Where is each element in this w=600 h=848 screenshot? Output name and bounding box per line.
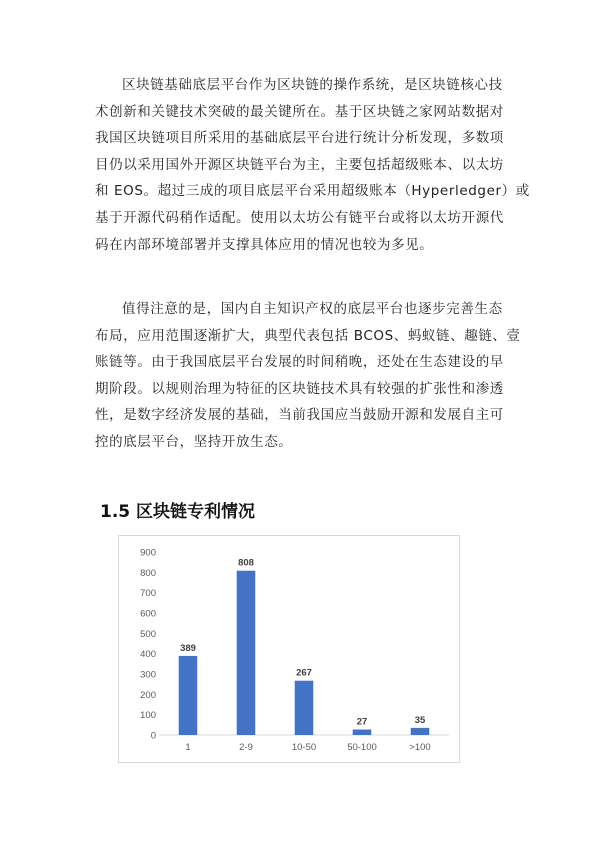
- paragraph-line: 和 EOS。超过三成的项目底层平台采用超级账本（Hyperledger）或: [95, 183, 530, 200]
- paragraph-line: 值得注意的是，国内自主知识产权的底层平台也逐步完善生态: [122, 301, 503, 317]
- y-tick-label: 900: [140, 547, 156, 559]
- bar: [353, 730, 372, 735]
- paragraph-line: 布局，应用范围逐渐扩大，典型代表包括 BCOS、蚂蚁链、趣链、壹: [95, 327, 521, 344]
- bar: [411, 728, 430, 735]
- x-tick-label: >100: [409, 742, 431, 753]
- y-tick-label: 200: [140, 689, 156, 701]
- y-tick-label: 800: [140, 567, 156, 579]
- x-tick-label: 50-100: [347, 742, 377, 753]
- y-tick-label: 100: [140, 710, 156, 722]
- bar: [179, 656, 198, 735]
- y-tick-label: 0: [150, 730, 156, 742]
- paragraph-line: 控的底层平台，坚持开放生态。: [95, 433, 293, 450]
- paragraph-domestic-platforms: [95, 296, 521, 456]
- chart-canvas: [119, 536, 459, 762]
- paragraph-line: 目仍以采用国外开源区块链平台为主，主要包括超级账本、以太坊: [95, 156, 504, 173]
- bar: [237, 571, 256, 735]
- data-label: 267: [296, 667, 312, 679]
- data-label: 27: [356, 716, 368, 728]
- y-tick-label: 400: [140, 649, 156, 661]
- paragraph-line: 基于开源代码稍作适配。使用以太坊公有链平台或将以太坊开源代: [95, 209, 504, 226]
- x-tick-label: 2-9: [239, 742, 253, 753]
- paragraph-line: 性，是数字经济发展的基础，当前我国应当鼓励开源和发展自主可: [95, 407, 504, 424]
- bar: [295, 681, 314, 735]
- data-label: 35: [414, 714, 426, 726]
- paragraph-line: 我国区块链项目所采用的基础底层平台进行统计分析发现，多数项: [95, 130, 504, 147]
- section-heading: 1.5 区块链专利情况: [100, 502, 256, 522]
- y-tick-label: 600: [140, 608, 156, 620]
- paragraph-blockchain-platforms: [95, 72, 530, 258]
- data-label: 389: [180, 642, 196, 654]
- x-tick-label: 10-50: [291, 742, 317, 753]
- paragraph-line: 账链等。由于我国底层平台发展的时间稍晚，还处在生态建设的早: [95, 354, 504, 371]
- paragraph-line: 期阶段。以规则治理为特征的区块链技术具有较强的扩张性和渗透: [95, 380, 504, 397]
- patent-bar-chart: [118, 535, 460, 763]
- y-tick-label: 300: [140, 669, 156, 681]
- paragraph-line: 区块链基础底层平台作为区块链的操作系统，是区块链核心技: [122, 77, 503, 93]
- y-tick-label: 700: [140, 588, 156, 600]
- data-label: 808: [238, 557, 254, 569]
- y-tick-label: 500: [140, 628, 156, 640]
- x-tick-label: 1: [185, 742, 191, 753]
- paragraph-line: 术创新和关键技术突破的最关键所在。基于区块链之家网站数据对: [95, 103, 504, 120]
- paragraph-line: 码在内部环境部署并支撑具体应用的情况也较为多见。: [95, 236, 434, 253]
